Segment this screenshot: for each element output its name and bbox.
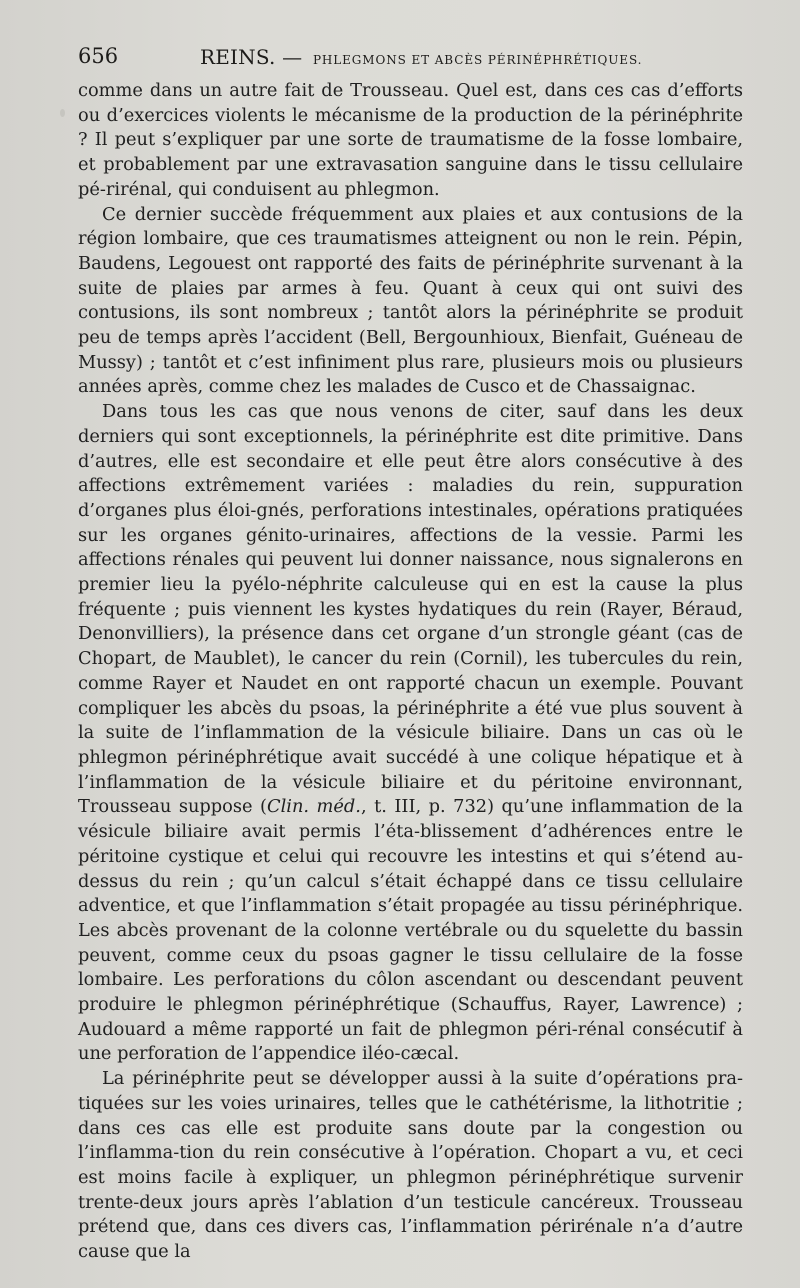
main-text <box>78 79 743 1265</box>
running-head-dash: — <box>282 45 303 69</box>
page-number: 656 <box>78 44 119 68</box>
running-head <box>200 45 642 69</box>
running-head-subtitle: PHLEGMONS ET ABCÈS PÉRINÉPHRÉTIQUES. <box>312 53 643 67</box>
paragraph-3 <box>78 400 743 1067</box>
citation-work: Clin. méd. <box>266 796 361 818</box>
paragraph-1: comme dans un autre fait de Trousseau. Quel est, dans ces cas d’efforts ou d’exercices violents le mécanisme de la production de la périnéphrite ? Il peut s’expliquer par une sorte de traumatisme de la fosse lombaire, et probablement par une extravasation sanguine dans le tissu cellulaire pé-rirénal, qui conduisent au phlegmon. <box>78 80 743 200</box>
paragraph-3-part-1: Dans tous les cas que nous venons de citer, sauf dans les deux derniers qui sont exceptionnels, la périnéphrite est dite primitive. Dans d’autres, elle est secondaire et elle peut être alors consécutive à des affections extrêmement variées : maladies du rein, suppuration d’organes plus éloi-gnés, perforations intestinales, opérations pratiquées sur les organes génito-urinaires, affections de la vessie. Parmi les affections rénales qui peuvent lui donner naissance, nous signalerons en premier lieu la pyélo-néphrite calculeuse qui en est la cause la plus fréquente ; puis viennent les kystes hydatiques du rein (Rayer, Béraud, Denonvilliers), la présence dans cet organe d’un strongle géant (cas de Chopart, de Maublet), le cancer du rein (Cornil), les tubercules du rein, comme Rayer et Naudet en ont rapporté chacun un exemple. Pouvant compliquer les abcès du psoas, la périnéphrite a été vue plus souvent à la suite de l’inflammation de la vésicule biliaire. Dans un cas où le phlegmon périnéphrétique avait succédé à une colique hépatique et à l’inflammation de la vésicule biliaire et du péritoine environnant, Trousseau suppose ( <box>78 401 743 818</box>
paragraph-2: Ce dernier succède fréquemment aux plaies et aux contusions de la région lombaire, que ces traumatismes atteignent ou non le rein. Pépin, Baudens, Legouest ont rapporté des faits de périnéphrite survenant à la suite de plaies par armes à feu. Quant à ceux qui ont suivi des contusions, ils sont nombreux ; tantôt alors la périnéphrite se produit peu de temps après l’accident (Bell, Bergounhioux, Bienfait, Guéneau de Mussy) ; tantôt et c’est infiniment plus rare, plusieurs mois ou plusieurs années après, comme chez les malades de Cusco et de Chassaignac. <box>78 203 743 398</box>
paragraph-3-part-2: , t. III, p. 732) qu’une inflammation de la vésicule biliaire avait permis l’éta-blissement d’adhérences entre le péritoine cystique et celui qui recouvre les intestins et qui s’étend au-dessus du rein ; qu’un calcul s’était échappé dans ce tissu cellulaire adventice, et que l’inflammation s’était propagée au tissu périnéphrique. Les abcès provenant de la colonne vertébrale ou du squelette du bassin peuvent, comme ceux du psoas gagner le tissu cellulaire de la fosse lombaire. Les perforations du côlon ascendant ou descendant peuvent produire le phlegmon périnéphrétique (Schauffus, Rayer, Lawrence) ; Audouard a même rapporté un fait de phlegmon péri-rénal consécutif à une perforation de l’appendice iléo-cæcal. <box>78 796 744 1065</box>
paragraph-4: La périnéphrite peut se développer aussi à la suite d’opérations pra-tiquées sur les voies urinaires, telles que le cathétérisme, la lithotritie ; dans ces cas elle est produite sans doute par la congestion ou l’inflamma-tion du rein consécutive à l’opération. Chopart a vu, et ceci est moins facile à expliquer, un phlegmon périnéphrétique survenir trente-deux jours après l’ablation d’un testicule cancéreux. Trousseau prétend que, dans ces divers cas, l’inflammation périrénale n’a d’autre cause que la <box>78 1068 743 1263</box>
running-head-main: REINS. <box>200 45 276 69</box>
margin-mark <box>60 109 65 117</box>
